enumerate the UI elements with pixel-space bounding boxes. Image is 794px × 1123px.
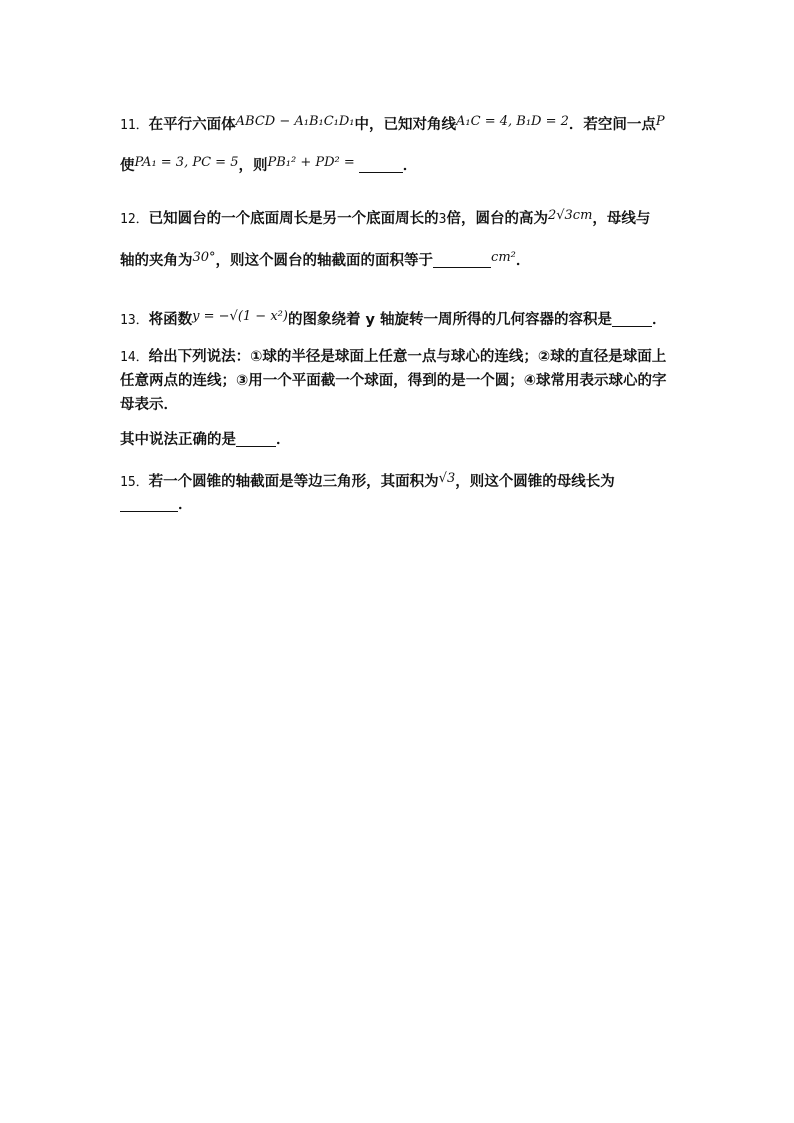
math-unit: cm² <box>491 250 516 265</box>
math-height: 2√3cm <box>547 208 593 223</box>
question-number: 15． <box>120 475 149 490</box>
question-14-line-4 <box>120 430 680 450</box>
question-text: 使 <box>120 158 135 174</box>
math-area: √3 <box>438 471 456 486</box>
question-text: ，则这个圆锥的母线长为 <box>455 474 615 490</box>
question-text: 给出下列说法：①球的半径是球面上任意一点与球心的连线；②球的直径是球面上 <box>148 349 667 365</box>
math-diagonal-lengths: A₁C = 4, B₁D = 2 <box>456 114 569 129</box>
question-text: 其中说法正确的是 <box>120 432 236 448</box>
question-text: ． <box>402 158 418 174</box>
question-15-line-2 <box>120 495 680 515</box>
question-number: 13． <box>120 313 149 328</box>
answer-blank[interactable] <box>433 252 491 268</box>
math-point-p: P <box>655 114 665 129</box>
question-11-line-2 <box>120 153 680 176</box>
question-text: 若一个圆锥的轴截面是等边三角形，其面积为 <box>148 474 439 490</box>
answer-blank[interactable] <box>236 431 276 447</box>
number-three: 3 <box>438 212 447 227</box>
question-14-line-2 <box>120 371 680 391</box>
question-number: 14． <box>120 350 149 365</box>
question-text: 任意两点的连线；③用一个平面截一个球面，得到的是一个圆；④球常用表示球心的字 <box>120 373 667 389</box>
question-text: ． <box>178 497 193 513</box>
math-expression: PB₁² + PD² = <box>267 155 355 170</box>
question-text: 在平行六面体 <box>148 117 236 133</box>
question-13-line-1 <box>120 307 680 331</box>
question-text: ．若空间一点 <box>568 117 656 133</box>
question-14-line-3 <box>120 395 680 415</box>
question-12-line-1 <box>120 206 680 230</box>
answer-blank[interactable] <box>359 157 403 173</box>
answer-blank[interactable] <box>612 311 652 327</box>
question-text: ． <box>276 432 291 448</box>
question-12-line-2 <box>120 248 680 271</box>
question-number: 11． <box>120 118 149 133</box>
question-15-line-1 <box>120 469 680 493</box>
question-text: 母表示． <box>120 397 178 413</box>
question-text: ． <box>652 312 667 328</box>
question-text: 将函数 <box>148 312 193 328</box>
question-11-line-1 <box>120 112 680 136</box>
question-text: ，则这个圆台的轴截面的面积等于 <box>215 253 434 269</box>
question-text: ，则 <box>238 158 268 174</box>
math-function: y = −√(1 − x²) <box>192 309 288 324</box>
question-text: 中，已知对角线 <box>354 117 457 133</box>
question-14-line-1 <box>120 347 680 368</box>
math-parallelepiped-name: ABCD − A₁B₁C₁D₁ <box>235 114 355 129</box>
question-number: 12． <box>120 212 149 227</box>
question-text: ，母线与 <box>592 211 651 227</box>
answer-blank[interactable] <box>120 496 178 512</box>
math-angle: 30° <box>192 250 216 265</box>
question-text: ． <box>515 253 531 269</box>
question-text: 倍，圆台的高为 <box>446 211 548 227</box>
question-text: 轴的夹角为 <box>120 253 193 269</box>
math-distances: PA₁ = 3, PC = 5 <box>134 155 239 170</box>
question-text: 的图象绕着 y 轴旋转一周所得的几何容器的容积是 <box>287 312 612 328</box>
question-text: 已知圆台的一个底面周长是另一个底面周长的 <box>148 211 439 227</box>
